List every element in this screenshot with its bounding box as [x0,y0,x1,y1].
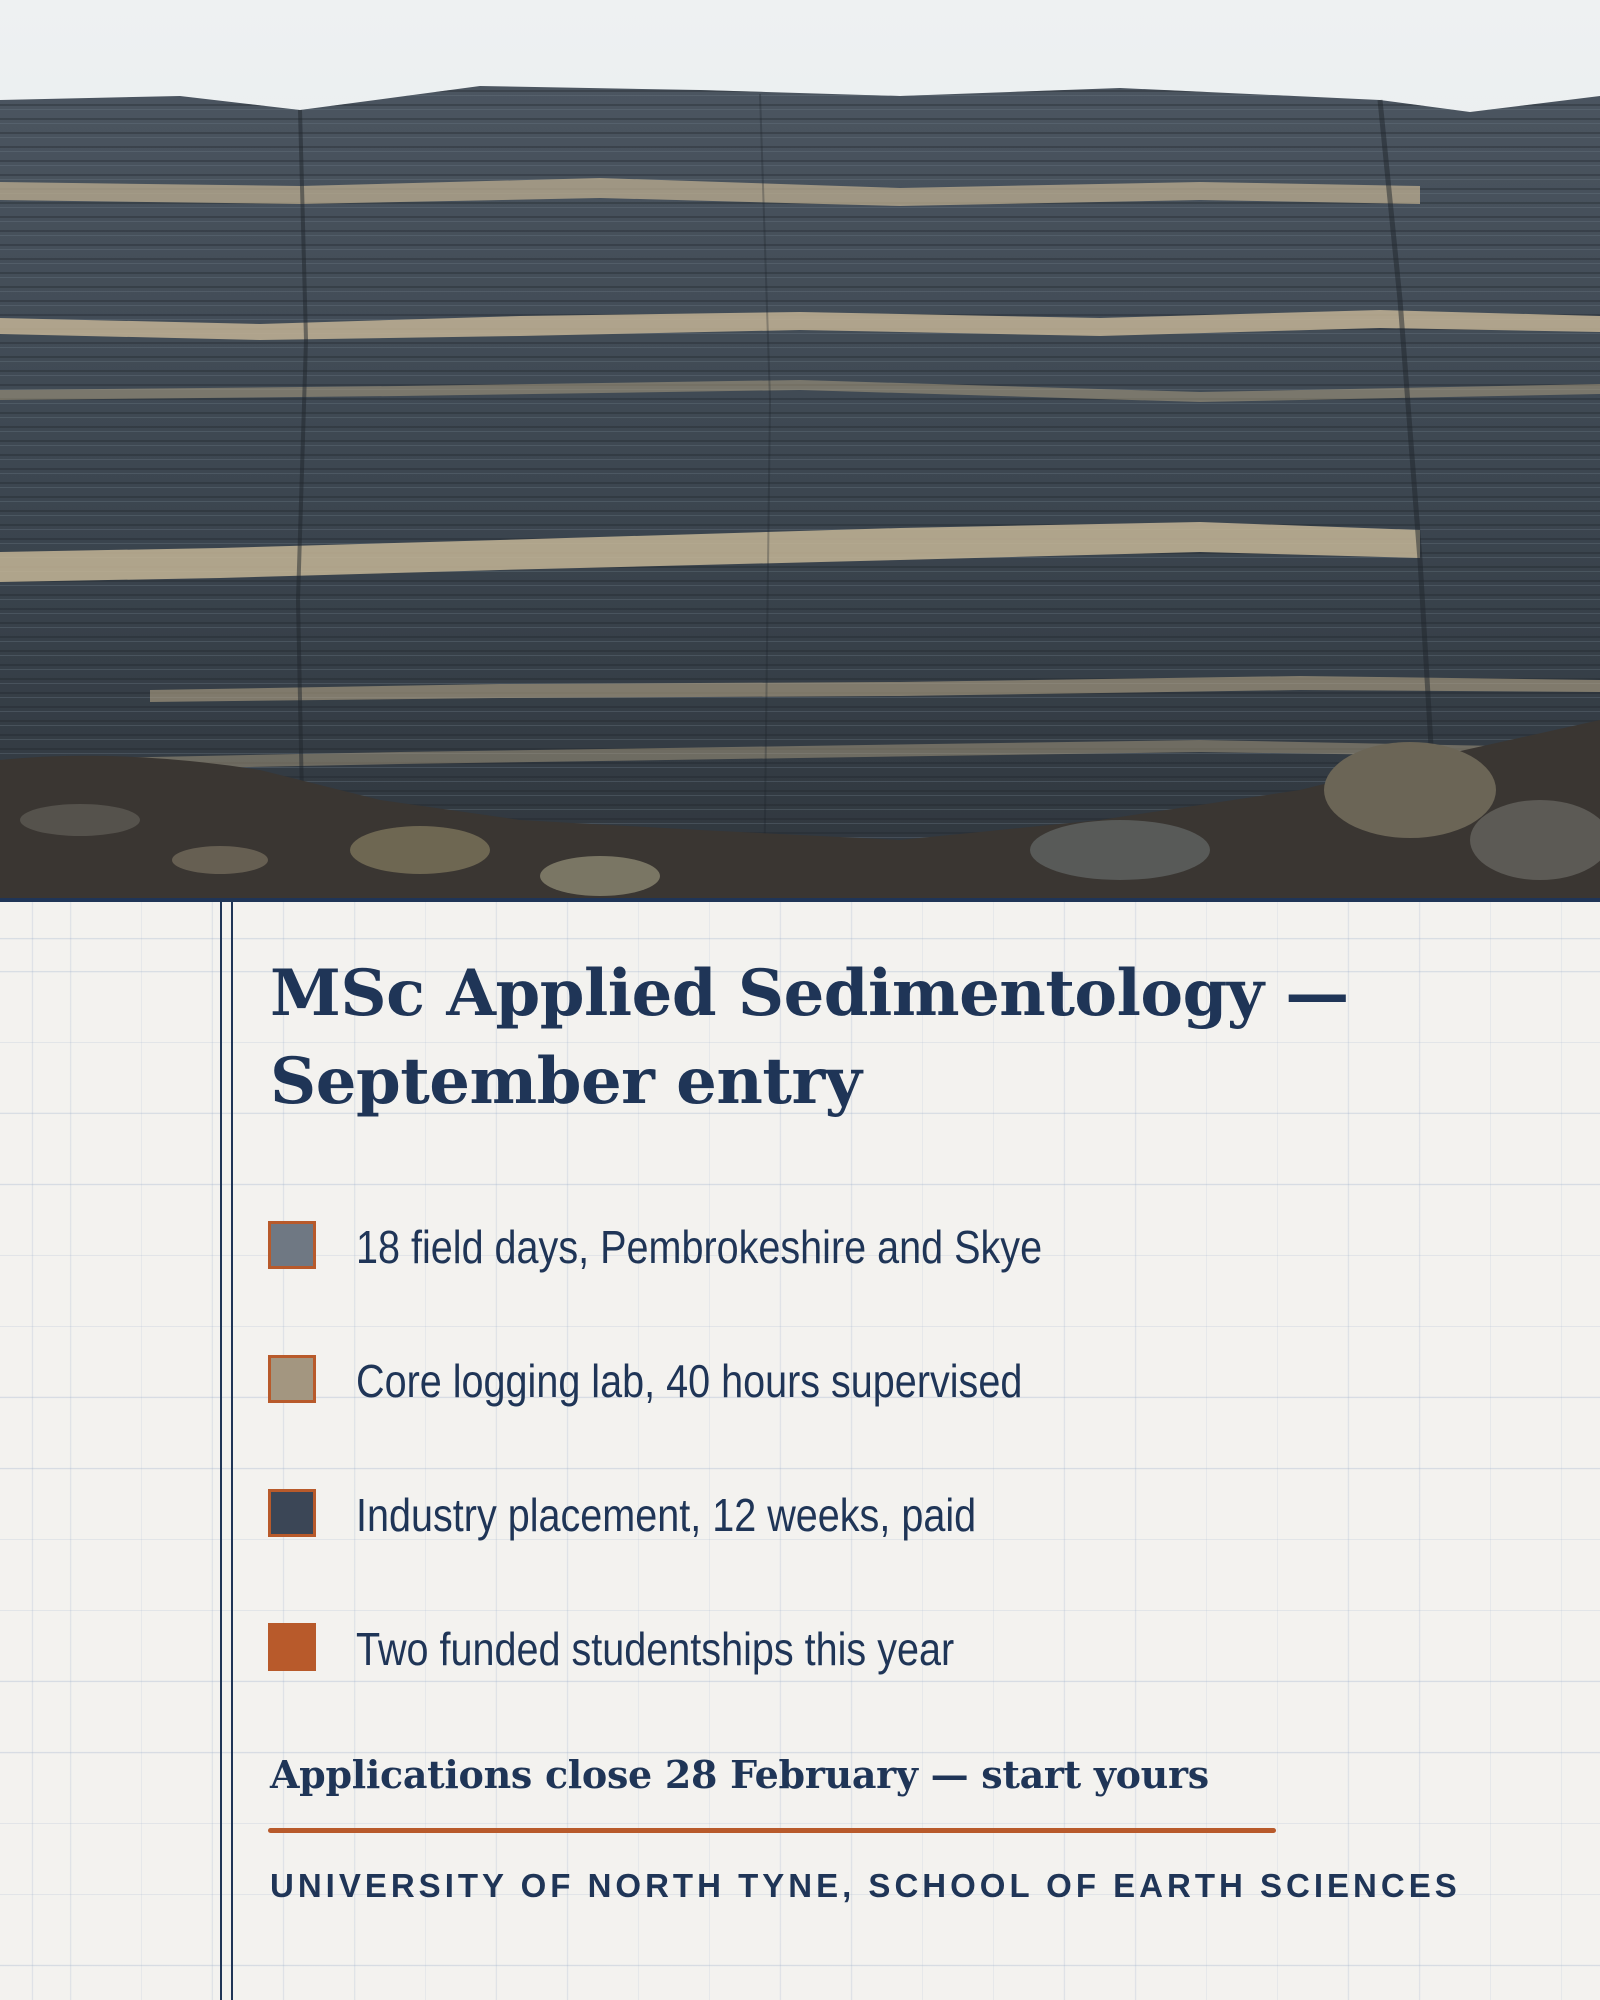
cliff-illustration [0,0,1600,898]
cta-text: Applications close 28 February — start yours [270,1752,1209,1797]
feature-label: 18 field days, Pembrokeshire and Skye [356,1221,1043,1273]
list-item [268,1488,1468,1622]
feature-label: Industry placement, 12 weeks, paid [356,1489,977,1541]
margin-line [220,902,222,2000]
color-swatch-icon [268,1355,316,1403]
feature-label: Core logging lab, 40 hours supervised [356,1355,1023,1407]
feature-list [268,1220,1468,1756]
color-swatch-icon [268,1221,316,1269]
page-title: MSc Applied Sedimentology — September entry [270,956,1349,1119]
cta-underline [268,1828,1276,1833]
feature-label: Two funded studentships this year [356,1623,955,1675]
margin-line [231,902,233,2000]
color-swatch-icon [268,1489,316,1537]
footer-institution: UNIVERSITY OF NORTH TYNE, SCHOOL OF EARTH SCIENCES [270,1867,1461,1904]
color-swatch-icon [268,1623,316,1671]
hero-cliff-photo [0,0,1600,898]
list-item [268,1622,1468,1756]
list-item [268,1354,1468,1488]
list-item [268,1220,1468,1354]
